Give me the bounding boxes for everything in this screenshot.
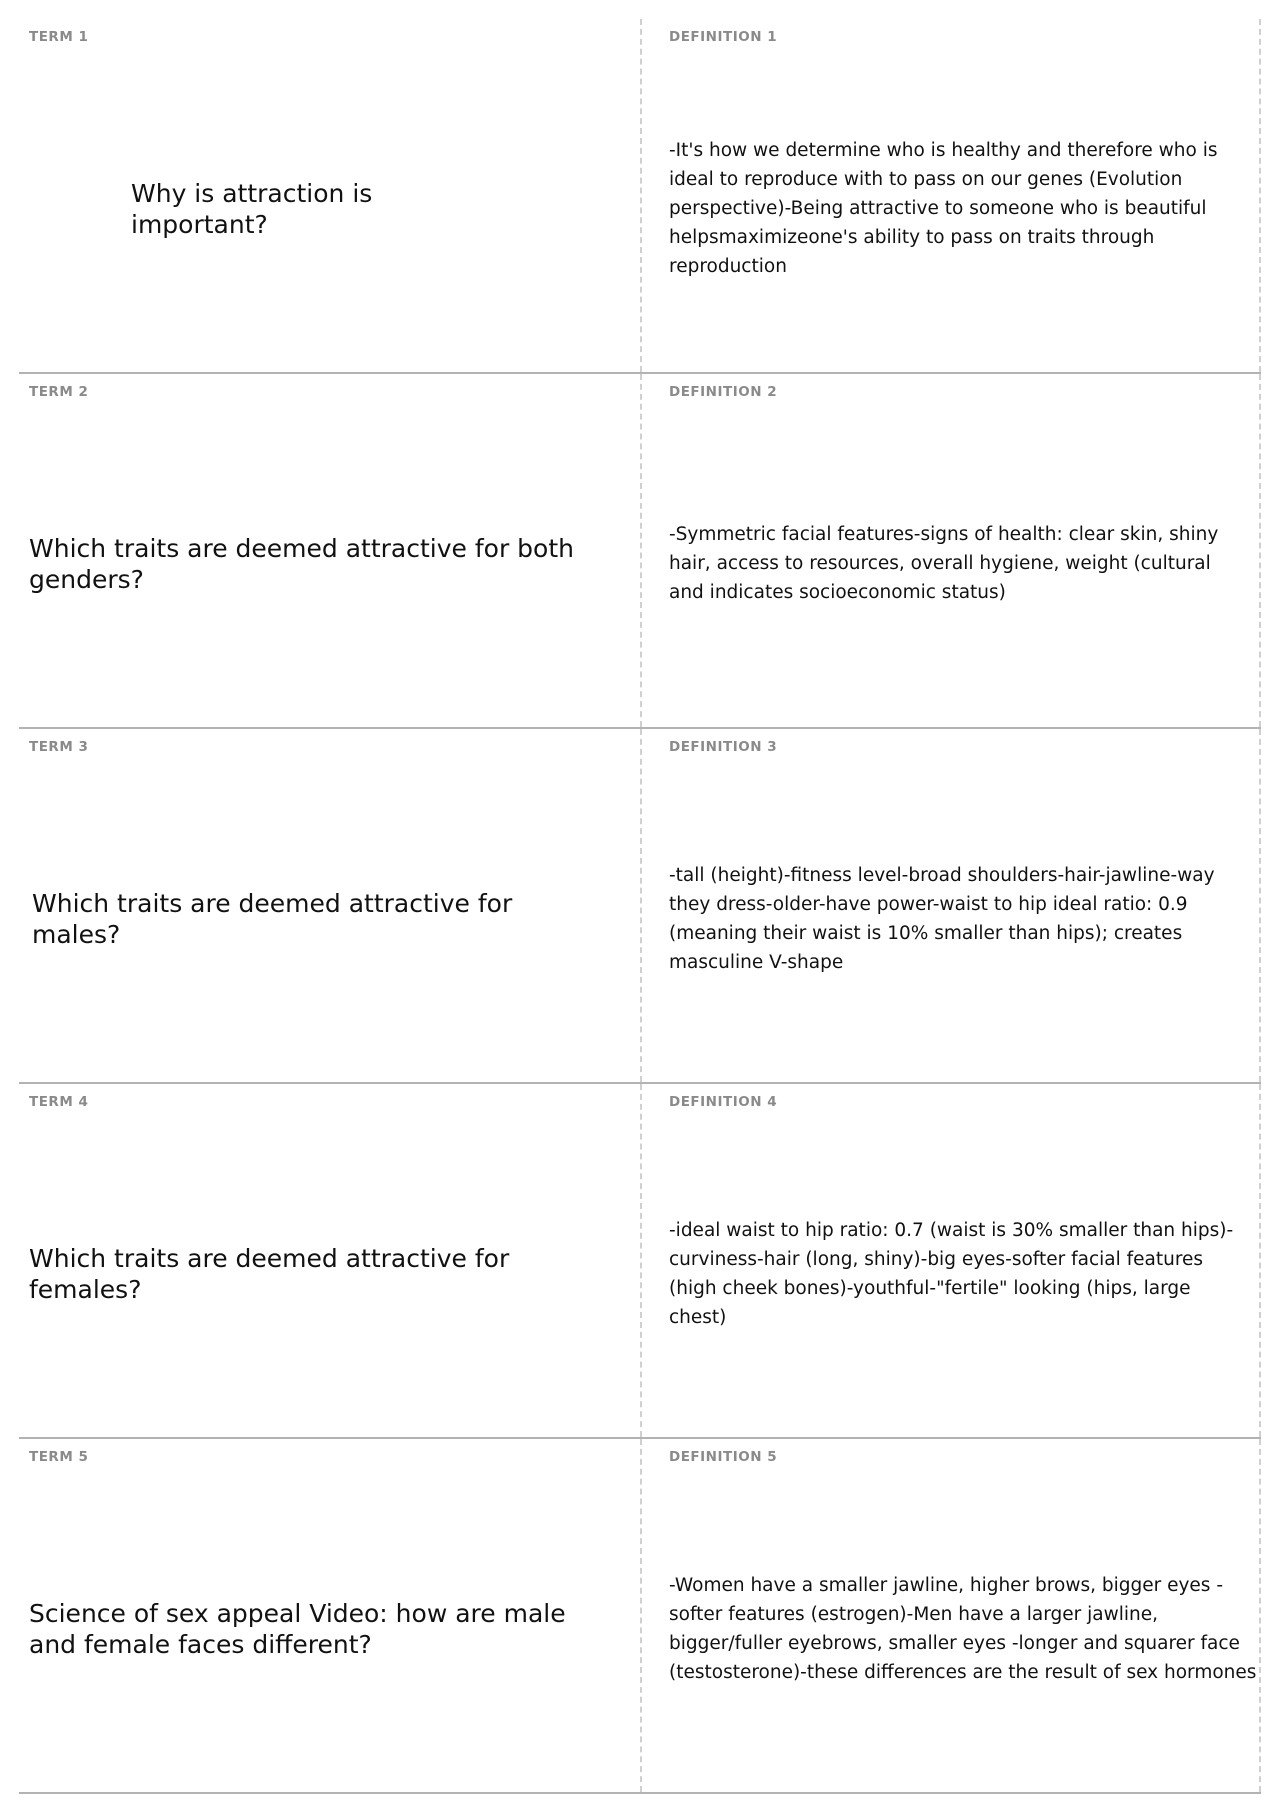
definition-cell-4 — [642, 1084, 1259, 1439]
definition-cell-2 — [642, 374, 1259, 729]
term-cell-3 — [19, 729, 640, 1084]
term-text-1: Why is attraction is important? — [131, 178, 373, 239]
term-label-2: TERM 2 — [29, 384, 89, 400]
definition-text-3: -tall (height)-fitness level-broad shoulders-hair-jawline-way they dress-older-have power-waist to hip ideal ratio: 0.9 (meaning their waist is 10% smaller than hips); creates masculine V-shape — [669, 864, 1215, 973]
flashcard-row-5 — [19, 1439, 1261, 1794]
term-cell-2 — [19, 374, 640, 729]
term-cell-5 — [19, 1439, 640, 1794]
definition-label-4: DEFINITION 4 — [669, 1094, 778, 1110]
definition-label-2: DEFINITION 2 — [669, 384, 778, 400]
term-label-1: TERM 1 — [29, 29, 89, 45]
term-label-4: TERM 4 — [29, 1094, 89, 1110]
term-text-2: Which traits are deemed attractive for both genders? — [29, 533, 574, 594]
definition-text-4: -ideal waist to hip ratio: 0.7 (waist is 30% smaller than hips)-curviness-hair (long, shiny)-big eyes-softer facial features (high cheek bones)-youthful-"fertile" looking (hips, large chest) — [669, 1219, 1234, 1328]
term-text-4: Which traits are deemed attractive for females? — [29, 1243, 510, 1304]
flashcard-row-2 — [19, 374, 1261, 729]
right-edge-dashed — [1259, 1084, 1261, 1437]
term-label-3: TERM 3 — [29, 739, 89, 755]
definition-text-5: -Women have a smaller jawline, higher brows, bigger eyes -softer features (estrogen)-Men have a larger jawline, bigger/fuller eyebrows, smaller eyes -longer and squarer face (testosterone)-these differences are the result of sex hormones — [669, 1574, 1257, 1683]
term-text-5: Science of sex appeal Video: how are male and female faces different? — [29, 1598, 566, 1659]
right-edge-dashed — [1259, 729, 1261, 1082]
right-edge-dashed — [1259, 19, 1261, 372]
term-label-5: TERM 5 — [29, 1449, 89, 1465]
definition-label-3: DEFINITION 3 — [669, 739, 778, 755]
flashcard-sheet — [19, 19, 1261, 1801]
definition-text-2: -Symmetric facial features-signs of health: clear skin, shiny hair, access to resources, overall hygiene, weight (cultural and indicates socioeconomic status) — [669, 524, 1219, 603]
right-edge-dashed — [1259, 374, 1261, 727]
term-cell-4 — [19, 1084, 640, 1439]
flashcard-row-4 — [19, 1084, 1261, 1439]
term-text-3: Which traits are deemed attractive for males? — [32, 888, 513, 949]
definition-cell-1 — [642, 19, 1259, 374]
definition-cell-3 — [642, 729, 1259, 1084]
right-edge-dashed — [1259, 1439, 1261, 1792]
definition-text-1: -It's how we determine who is healthy and therefore who is ideal to reproduce with to pass on our genes (Evolution perspective)-Being attractive to someone who is beautiful helpsmaximizeone's ability to pass on traits through reproduction — [669, 140, 1218, 277]
definition-label-1: DEFINITION 1 — [669, 29, 778, 45]
flashcard-row-1 — [19, 19, 1261, 374]
definition-label-5: DEFINITION 5 — [669, 1449, 778, 1465]
flashcard-row-3 — [19, 729, 1261, 1084]
definition-cell-5 — [642, 1439, 1259, 1794]
term-cell-1 — [19, 19, 640, 374]
